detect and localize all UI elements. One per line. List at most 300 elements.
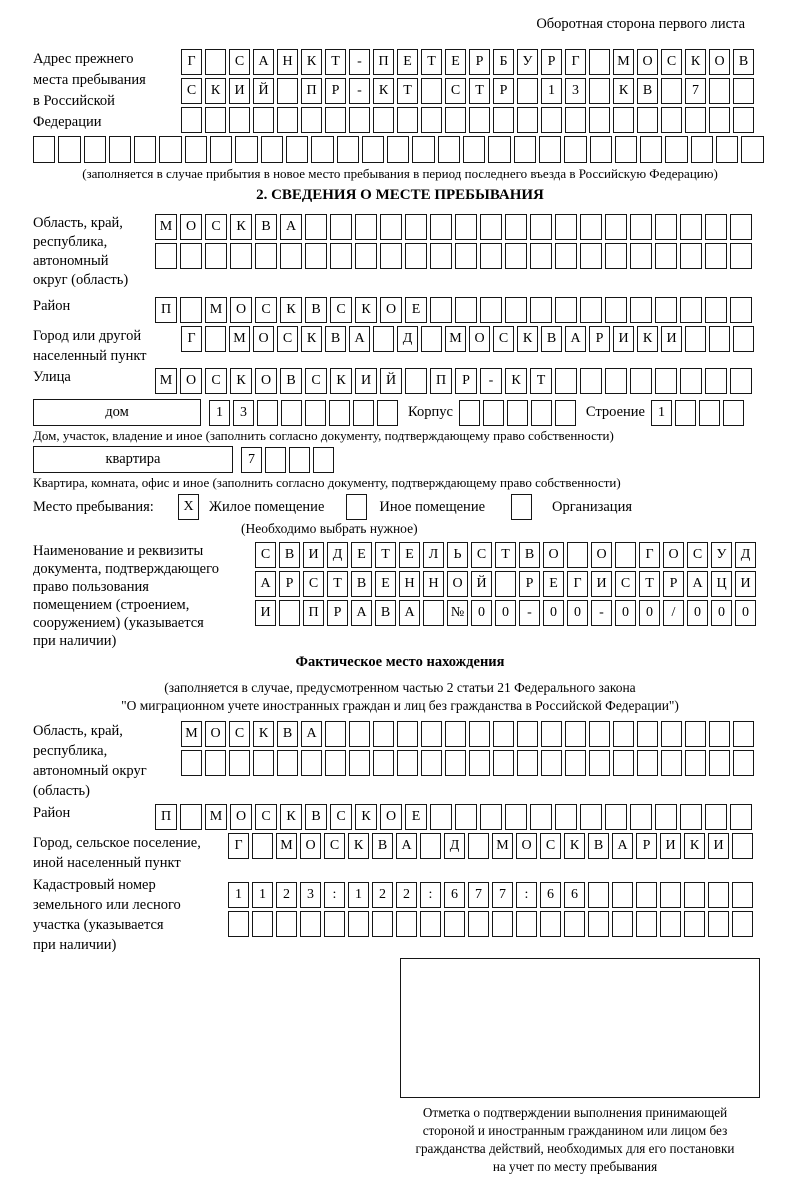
actual-caption-line: "О миграционном учете иностранных граждан и лиц без гражданства в Российской Федерации"): [121, 698, 679, 713]
char-box: В: [541, 326, 562, 352]
char-box: М: [492, 833, 513, 859]
char-row: [228, 833, 753, 859]
char-box: [733, 721, 754, 747]
char-box: [349, 750, 370, 776]
actual-city-label: [33, 833, 228, 873]
char-box: Д: [444, 833, 465, 859]
char-box: [730, 804, 752, 830]
label-line: (область): [33, 783, 90, 799]
char-box: [705, 243, 727, 269]
char-box: М: [155, 214, 177, 240]
char-box: [580, 804, 602, 830]
char-box: Ц: [711, 571, 732, 597]
char-box: [612, 882, 633, 908]
char-box: 6: [564, 882, 585, 908]
char-box: В: [375, 600, 396, 626]
char-box: [33, 136, 55, 163]
char-box: 0: [735, 600, 756, 626]
char-box: [281, 400, 302, 426]
char-box: Е: [351, 542, 372, 568]
char-box: [612, 911, 633, 937]
actual-location-title: Фактическое место нахождения: [295, 654, 505, 670]
char-box: [680, 214, 702, 240]
char-box: 0: [687, 600, 708, 626]
char-box: [468, 911, 489, 937]
document-rows: [255, 542, 767, 626]
char-box: [530, 804, 552, 830]
char-box: [405, 368, 427, 394]
char-row: [181, 107, 767, 133]
char-box: А: [351, 600, 372, 626]
char-box: -: [519, 600, 540, 626]
char-box: [507, 400, 528, 426]
char-box: [661, 750, 682, 776]
char-box: [455, 214, 477, 240]
char-box: [685, 326, 706, 352]
char-box: [480, 804, 502, 830]
char-box: [730, 297, 752, 323]
char-box: [517, 750, 538, 776]
char-box: [661, 107, 682, 133]
char-box: №: [447, 600, 468, 626]
char-box: [495, 571, 516, 597]
char-box: [261, 136, 283, 163]
char-row: [255, 571, 767, 597]
char-box: С: [493, 326, 514, 352]
char-row: [155, 804, 752, 830]
char-box: [530, 297, 552, 323]
char-box: [313, 447, 334, 473]
char-box: [705, 297, 727, 323]
char-box: У: [517, 49, 538, 75]
char-box: В: [733, 49, 754, 75]
char-box: [541, 721, 562, 747]
char-box: К: [280, 804, 302, 830]
char-box: Д: [327, 542, 348, 568]
char-box: 1: [651, 400, 672, 426]
checkbox-zhiloe: [178, 494, 199, 520]
char-box: [480, 214, 502, 240]
char-box: [438, 136, 460, 163]
char-box: [580, 243, 602, 269]
char-box: [589, 750, 610, 776]
char-box: [699, 400, 720, 426]
char-box: [280, 243, 302, 269]
char-box: [505, 804, 527, 830]
char-box: Т: [639, 571, 660, 597]
field-ownership-document: [33, 542, 767, 650]
char-box: [517, 721, 538, 747]
char-box: В: [637, 78, 658, 104]
char-box: [463, 136, 485, 163]
char-box: [279, 600, 300, 626]
char-box: [397, 721, 418, 747]
korpus-label: Корпус: [408, 404, 453, 420]
char-box: О: [380, 804, 402, 830]
char-box: Е: [405, 804, 427, 830]
char-box: [660, 882, 681, 908]
char-box: А: [280, 214, 302, 240]
char-box: [567, 542, 588, 568]
char-box: [430, 214, 452, 240]
stay-type-label: Место пребывания:: [33, 498, 154, 515]
char-box: К: [564, 833, 585, 859]
label-line: Наименование и реквизиты: [33, 543, 204, 559]
char-box: :: [420, 882, 441, 908]
char-box: О: [230, 297, 252, 323]
actual-region-label: [33, 721, 181, 801]
char-box: М: [445, 326, 466, 352]
char-box: [205, 750, 226, 776]
char-box: Й: [380, 368, 402, 394]
char-box: [564, 136, 586, 163]
option-label-inoe: Иное помещение: [379, 498, 486, 515]
char-box: [709, 107, 730, 133]
char-box: [134, 136, 156, 163]
char-box: [615, 136, 637, 163]
char-box: [420, 833, 441, 859]
char-box: С: [229, 49, 250, 75]
char-box: Е: [397, 49, 418, 75]
char-box: [355, 243, 377, 269]
char-row: [181, 326, 754, 352]
char-box: В: [519, 542, 540, 568]
label-line: документа, подтверждающего: [33, 561, 219, 577]
char-box: [301, 750, 322, 776]
char-box: В: [277, 721, 298, 747]
char-box: [380, 243, 402, 269]
char-row: [255, 542, 767, 568]
char-box: К: [517, 326, 538, 352]
char-row: [181, 78, 767, 104]
char-box: [372, 911, 393, 937]
char-box: [469, 107, 490, 133]
char-box: О: [591, 542, 612, 568]
char-box: М: [205, 297, 227, 323]
char-box: [709, 721, 730, 747]
char-box: [329, 400, 350, 426]
char-box: Т: [530, 368, 552, 394]
char-box: Г: [181, 326, 202, 352]
char-box: [505, 214, 527, 240]
char-box: [373, 107, 394, 133]
char-box: [276, 911, 297, 937]
char-box: [709, 750, 730, 776]
char-box: Й: [471, 571, 492, 597]
char-box: [630, 243, 652, 269]
label-line: Федерации: [33, 114, 102, 130]
prev-address-rows: [181, 49, 767, 133]
char-box: [709, 78, 730, 104]
char-box: Т: [469, 78, 490, 104]
char-box: [640, 136, 662, 163]
char-box: [705, 214, 727, 240]
char-box: С: [229, 721, 250, 747]
char-box: С: [324, 833, 345, 859]
char-box: [514, 136, 536, 163]
char-box: [613, 721, 634, 747]
char-box: [459, 400, 480, 426]
korpus-row: [459, 400, 576, 426]
char-box: [445, 721, 466, 747]
char-box: [565, 721, 586, 747]
char-box: К: [301, 49, 322, 75]
char-box: [421, 750, 442, 776]
char-box: К: [355, 804, 377, 830]
page-corner-note: Оборотная сторона первого листа: [536, 16, 745, 32]
char-box: 0: [543, 600, 564, 626]
char-box: [630, 297, 652, 323]
char-box: [655, 214, 677, 240]
char-box: [539, 136, 561, 163]
char-box: [185, 136, 207, 163]
char-box: [84, 136, 106, 163]
char-box: Р: [541, 49, 562, 75]
char-box: Б: [493, 49, 514, 75]
char-box: :: [516, 882, 537, 908]
char-box: -: [591, 600, 612, 626]
char-box: В: [588, 833, 609, 859]
char-box: [530, 214, 552, 240]
char-box: [531, 400, 552, 426]
char-box: П: [430, 368, 452, 394]
char-box: Р: [327, 600, 348, 626]
char-box: С: [687, 542, 708, 568]
char-box: /: [663, 600, 684, 626]
char-box: [455, 297, 477, 323]
char-box: [516, 911, 537, 937]
char-box: [655, 297, 677, 323]
char-box: О: [380, 297, 402, 323]
region-rows: [155, 214, 767, 294]
char-box: [505, 297, 527, 323]
char-box: [555, 368, 577, 394]
char-box: [412, 136, 434, 163]
label-line: иной населенный пункт: [33, 855, 181, 871]
char-box: 7: [468, 882, 489, 908]
label-overflow-spacer: [181, 776, 767, 798]
char-box: [109, 136, 131, 163]
house-caption: Дом, участок, владение и иное (заполнить согласно документу, подтверждающему право собственности): [33, 428, 614, 443]
char-box: [253, 750, 274, 776]
char-box: С: [330, 804, 352, 830]
char-box: [480, 243, 502, 269]
char-box: [325, 107, 346, 133]
house-type-box: дом: [33, 399, 201, 426]
char-box: С: [277, 326, 298, 352]
char-box: [397, 750, 418, 776]
char-box: Д: [397, 326, 418, 352]
char-box: Р: [589, 326, 610, 352]
region-label: [33, 214, 155, 290]
char-box: В: [305, 804, 327, 830]
field-actual-city: [33, 833, 767, 873]
char-box: [723, 400, 744, 426]
char-box: К: [505, 368, 527, 394]
char-box: С: [255, 804, 277, 830]
char-row: [228, 911, 767, 937]
char-box: П: [373, 49, 394, 75]
char-box: О: [637, 49, 658, 75]
char-box: Р: [469, 49, 490, 75]
char-box: 0: [567, 600, 588, 626]
char-box: И: [708, 833, 729, 859]
char-box: [733, 107, 754, 133]
char-box: И: [660, 833, 681, 859]
char-box: С: [255, 542, 276, 568]
char-box: -: [349, 78, 370, 104]
char-box: 7: [241, 447, 262, 473]
stamp-caption-line: гражданства действий, необходимых для его постановки: [415, 1141, 735, 1156]
char-box: А: [687, 571, 708, 597]
char-box: [588, 882, 609, 908]
char-box: К: [230, 214, 252, 240]
char-box: [636, 911, 657, 937]
char-box: О: [230, 804, 252, 830]
char-box: [661, 78, 682, 104]
char-box: 1: [209, 400, 230, 426]
char-box: [630, 214, 652, 240]
char-row: [155, 214, 767, 240]
char-box: Г: [567, 571, 588, 597]
char-box: К: [684, 833, 705, 859]
char-box: [540, 911, 561, 937]
char-box: [205, 326, 226, 352]
char-box: [455, 243, 477, 269]
char-box: 6: [540, 882, 561, 908]
char-box: [580, 368, 602, 394]
char-box: [493, 107, 514, 133]
char-box: [685, 721, 706, 747]
stamp-caption: [385, 1104, 765, 1176]
char-box: [396, 911, 417, 937]
char-box: [637, 721, 658, 747]
stamp-caption-line: стороной и иностранным гражданином или лицом без: [422, 1123, 728, 1138]
char-box: [675, 400, 696, 426]
char-box: М: [276, 833, 297, 859]
char-box: [680, 804, 702, 830]
char-box: [564, 911, 585, 937]
char-box: 3: [233, 400, 254, 426]
char-box: -: [480, 368, 502, 394]
char-box: [205, 107, 226, 133]
char-box: С: [661, 49, 682, 75]
char-box: С: [181, 78, 202, 104]
char-box: Е: [399, 542, 420, 568]
char-box: [58, 136, 80, 163]
stroenie-label: Строение: [585, 404, 645, 420]
char-box: Ь: [447, 542, 468, 568]
char-box: [684, 911, 705, 937]
char-box: С: [305, 368, 327, 394]
char-box: К: [205, 78, 226, 104]
char-box: [730, 368, 752, 394]
char-box: А: [301, 721, 322, 747]
checkbox-org: [511, 494, 532, 520]
char-box: [257, 400, 278, 426]
char-box: О: [516, 833, 537, 859]
char-box: В: [255, 214, 277, 240]
char-box: [733, 78, 754, 104]
char-box: [705, 804, 727, 830]
char-box: 3: [565, 78, 586, 104]
char-box: К: [685, 49, 706, 75]
char-box: [565, 107, 586, 133]
char-box: И: [255, 600, 276, 626]
char-box: [230, 243, 252, 269]
char-box: 0: [639, 600, 660, 626]
char-box: И: [613, 326, 634, 352]
char-box: К: [301, 326, 322, 352]
char-box: Т: [375, 542, 396, 568]
label-line: Адрес прежнего: [33, 51, 134, 67]
char-box: Е: [445, 49, 466, 75]
char-box: [373, 750, 394, 776]
char-box: Г: [181, 49, 202, 75]
char-box: 7: [685, 78, 706, 104]
char-box: [181, 107, 202, 133]
char-row: [155, 243, 767, 269]
char-box: С: [303, 571, 324, 597]
char-box: [732, 911, 753, 937]
char-box: [155, 243, 177, 269]
char-box: [265, 447, 286, 473]
char-box: [588, 911, 609, 937]
char-box: [630, 368, 652, 394]
label-line: Область, край,: [33, 723, 123, 739]
char-box: [305, 400, 326, 426]
document-label: [33, 542, 255, 650]
field-street: [33, 368, 767, 394]
char-box: 1: [228, 882, 249, 908]
char-box: [305, 243, 327, 269]
char-box: [605, 243, 627, 269]
char-box: Н: [399, 571, 420, 597]
char-box: Е: [543, 571, 564, 597]
char-box: О: [255, 368, 277, 394]
char-box: [469, 750, 490, 776]
actual-district-label: Район: [33, 805, 71, 821]
char-box: П: [301, 78, 322, 104]
apartment-row: [33, 446, 767, 473]
apartment-caption: Квартира, комната, офис и иное (заполнить согласно документу, подтверждающему право собственности): [33, 475, 621, 490]
char-box: [405, 243, 427, 269]
field-city: [33, 326, 767, 366]
char-box: [387, 136, 409, 163]
label-line: при наличии): [33, 633, 117, 649]
char-box: [685, 750, 706, 776]
section2-title: 2. СВЕДЕНИЯ О МЕСТЕ ПРЕБЫВАНИЯ: [256, 187, 544, 203]
char-box: [277, 750, 298, 776]
char-box: О: [663, 542, 684, 568]
char-box: [541, 750, 562, 776]
char-box: [708, 911, 729, 937]
label-line: республика,: [33, 234, 108, 250]
label-line: помещением (строением,: [33, 597, 190, 613]
label-line: сооружением) (указывается: [33, 615, 204, 631]
char-box: [589, 107, 610, 133]
char-box: Л: [423, 542, 444, 568]
char-box: Е: [405, 297, 427, 323]
char-box: Д: [735, 542, 756, 568]
char-box: [362, 136, 384, 163]
char-box: [493, 721, 514, 747]
field-district: [33, 297, 767, 323]
city-label: [33, 326, 181, 366]
char-box: 3: [300, 882, 321, 908]
char-box: [330, 214, 352, 240]
char-row: [181, 49, 767, 75]
